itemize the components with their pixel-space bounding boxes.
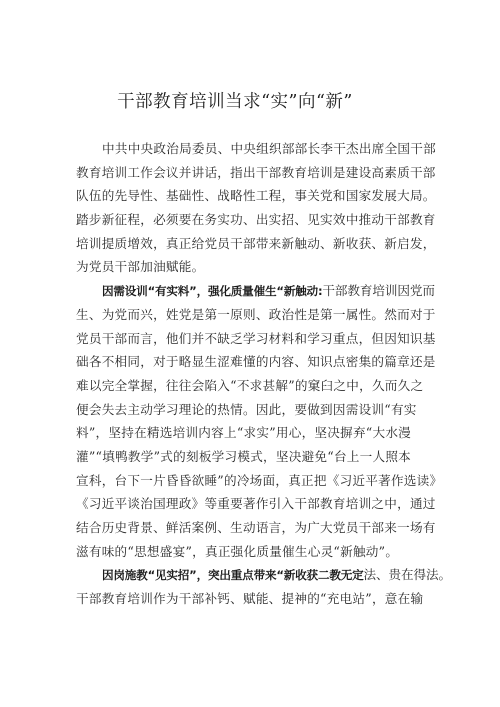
section1-line: 党员干部而言，他们并不缺乏学习材料和学习重点，但因知识基 <box>76 330 436 346</box>
section1-line: 便会失去主动学习理论的热情。因此，要做到因需设训“有实 <box>76 401 417 417</box>
section1-line: 结合历史背景、鲜活案例、生动语言，为广大党员干部来一场有 <box>76 520 436 535</box>
document-body <box>76 137 451 611</box>
section1-line: 难以完全掌握，往往会陷入“不求甚解”的窠臼之中，久而久之 <box>76 377 424 393</box>
section2-line: 干部教育培训作为干部补钙、赋能、提神的“充电站”，意在输 <box>76 591 424 607</box>
section1-line: 滋有味的“思想盛宴”，真正强化质量催生心灵“新触动”。 <box>76 543 399 559</box>
section1-line: 料”，坚持在精选培训内容上“求实”用心，坚决摒弃“大水漫 <box>76 425 412 441</box>
intro-line: 培训提质增效，真正给党员干部带来新触动、新收获、新启发， <box>76 235 436 251</box>
section1-line: 灌”“填鸭教学”式的刻板学习模式，坚决避免“台上一人照本 <box>76 448 412 464</box>
section2-first-line-rest: 法、贵在得法。 <box>363 567 451 583</box>
section1-line: 宣科，台下一片昏昏欲睡”的冷场面，真正把《习近平著作选读》 <box>76 472 443 488</box>
section1-first-line <box>76 279 441 303</box>
intro-line: 队伍的先导性、基础性、战略性工程，事关党和国家发展大局。 <box>76 188 436 204</box>
section2-lead: 因岗施教“见实招”，突出重点带来“新收获二教无定 <box>102 568 364 583</box>
section1-line: 生、为党而兴，姓党是第一原则、政治性是第一属性。然而对于 <box>76 306 436 322</box>
section1-first-line-rest: 干部教育培训因党而 <box>322 283 435 299</box>
document-title: 干部教育培训当求“实”向“新” <box>117 92 353 112</box>
intro-line: 教育培训工作会议并讲话，指出干部教育培训是建设高素质干部 <box>76 164 436 180</box>
section1-line: 《习近平谈治国理政》等重要著作引入干部教育培训之中，通过 <box>76 496 436 512</box>
intro-line: 中共中央政治局委员、中央组织部部长李干杰出席全国干部 <box>102 141 436 156</box>
section1-line: 础各不相同，对于略显生涩难懂的内容、知识点密集的篇章还是 <box>76 354 436 370</box>
section1-lead: 因需设训“有实料”，强化质量催生“新触动: <box>102 284 323 299</box>
section2-first-line <box>76 563 451 587</box>
intro-line: 为党员干部加油赋能。 <box>76 259 205 275</box>
intro-line: 踏步新征程，必须要在务实功、出实招、见实效中推动干部教育 <box>76 212 436 228</box>
